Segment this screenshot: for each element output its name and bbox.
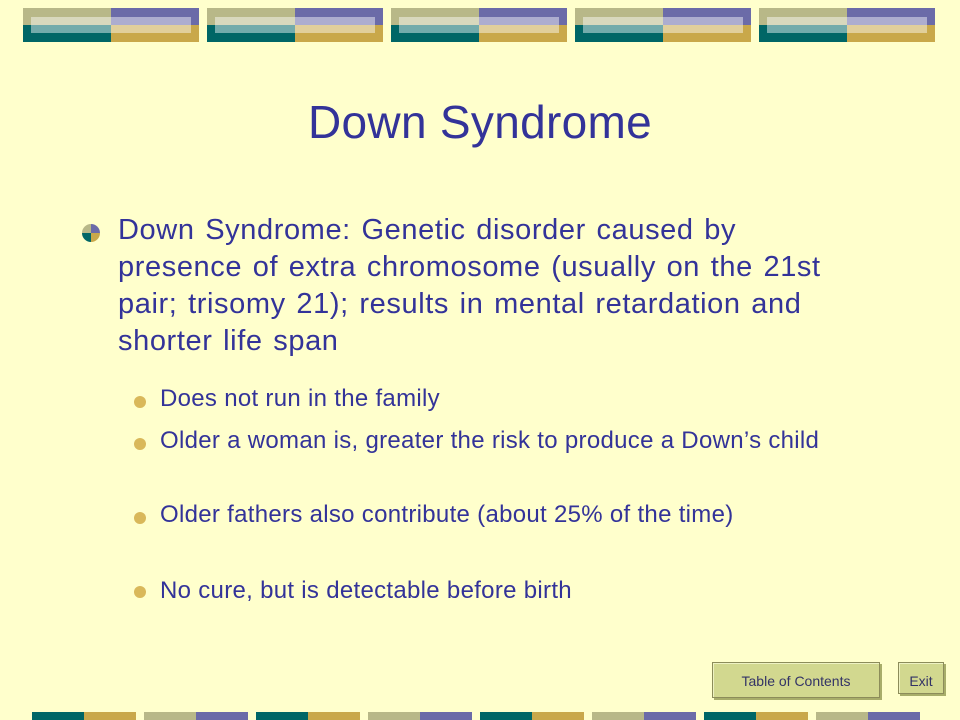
sub-bullet-item: Older a woman is, greater the risk to produce a Down’s child [160, 427, 820, 454]
slide-title: Down Syndrome [308, 96, 652, 148]
main-bullet-text: Down Syndrome: Genetic disorder caused by presence of extra chromosome (usually on the 21st pair; trisomy 21); results in mental retardation and shorter life span [118, 214, 821, 357]
exit-button[interactable]: Exit [898, 662, 944, 694]
bullet-dot-icon [134, 586, 146, 598]
bullet-dot-icon [134, 512, 146, 524]
pie-bullet-icon [82, 224, 100, 242]
bullet-dot-icon [134, 438, 146, 450]
bottom-banner [0, 712, 960, 720]
table-of-contents-button[interactable]: Table of Contents [712, 662, 880, 698]
sub-bullet-item: Does not run in the family [160, 385, 440, 412]
bullet-dot-icon [134, 396, 146, 408]
sub-bullet-item: No cure, but is detectable before birth [160, 577, 572, 604]
sub-bullet-item: Older fathers also contribute (about 25% of the time) [160, 501, 734, 528]
